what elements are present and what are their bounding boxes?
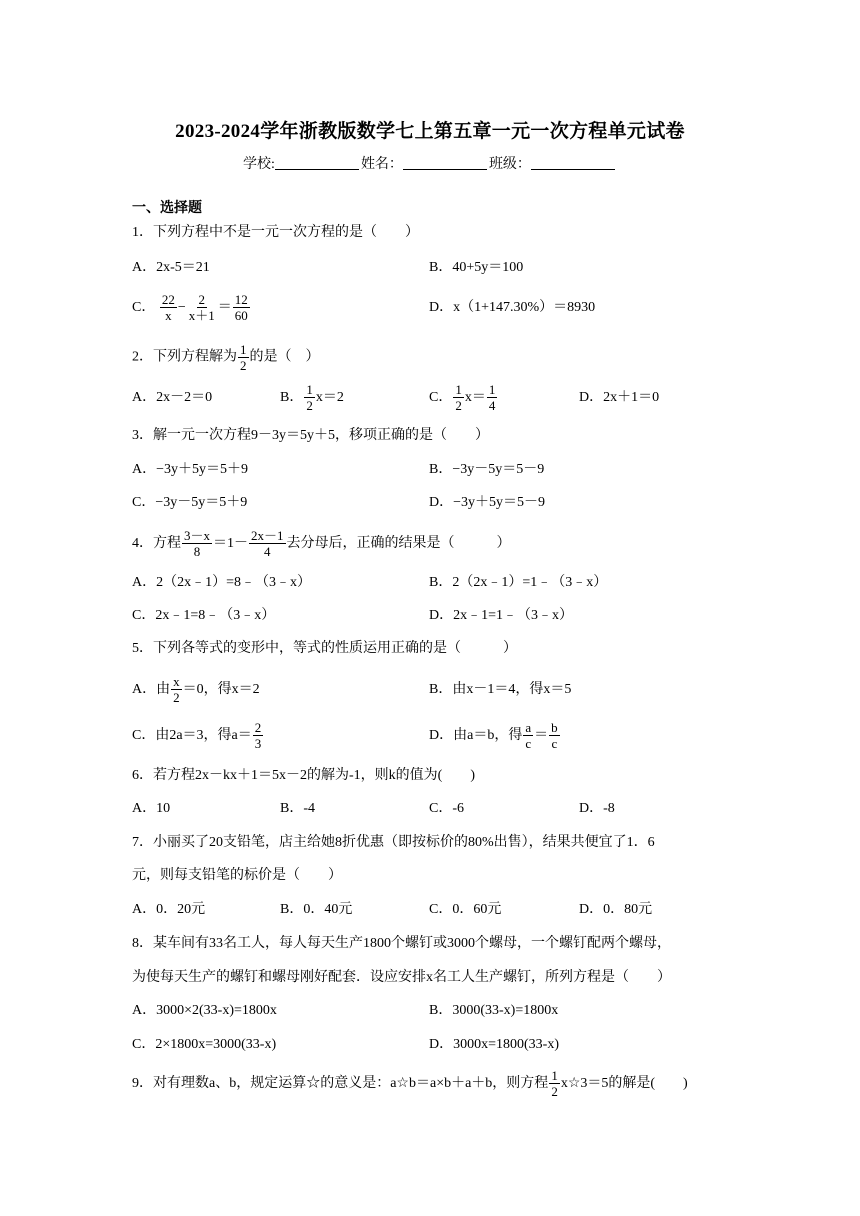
section-heading: 一、选择题 [132,201,202,216]
question-8-stem-line1: 8．某车间有33名工人，每人每天生产1800个螺钉或3000个螺母，一个螺钉配两个螺母， [132,936,671,951]
student-info-line [0,153,860,173]
q7-option-d: D．0．80元 [579,902,653,917]
q4-option-d: D．2x﹣1=1﹣（3﹣x） [429,608,574,623]
question-2-stem [132,342,752,372]
question-4-stem [132,524,752,564]
exam-title: 2023-2024学年浙教版数学七上第五章一元一次方程单元试卷 [175,121,685,142]
denominator: 2 [240,358,247,373]
denominator: 2 [551,1084,558,1100]
q2-option-a: A．2x－2＝0 [132,390,213,405]
fraction [549,1068,560,1099]
q5-option-a [132,672,260,708]
denominator: 60 [234,308,248,324]
denominator: 3 [254,736,262,752]
denominator: x＋1 [188,308,215,324]
q2-c-mid: x＝ [464,390,486,405]
denominator: 2 [173,690,180,706]
numerator: 12 [234,292,248,308]
q7-option-a: A．0．20元 [132,902,206,917]
q2-b-rest: x＝2 [315,390,344,405]
q7-option-c: C．0．60元 [429,902,502,917]
q2-c-label: C． [429,390,453,405]
denominator: 4 [264,544,271,560]
q1-option-c: C． $\frac{22}{x}$ − $\frac{2}{x+1}$ ＝ $\frac{12}{60}$ [132,292,248,324]
q4-stem-a: 4．方程 [132,536,181,551]
class-label: 班级： [488,157,531,172]
question-9-stem [132,1066,742,1102]
denominator: c [525,736,532,752]
q6-option-b: B．-4 [280,801,315,816]
q2-option-b [280,382,344,414]
name-label: 姓名： [360,157,403,172]
question-8-stem-line2: 为使每天生产的螺钉和螺母刚好配套．设应安排x名工人生产螺钉，所列方程是（ ） [132,970,671,985]
fraction [187,292,217,323]
q8-option-b: B．3000(33-x)=1800x [429,1003,559,1018]
q3-option-d: D．−3y＋5y＝5－9 [429,495,546,510]
q1-c-label: C． [132,300,156,315]
question-1-stem: 1．下列方程中不是一元一次方程的是（ ） [132,225,419,240]
q3-option-b: B．−3y－5y＝5－9 [429,462,545,477]
numerator: 1 [455,382,462,398]
fraction [253,720,264,751]
q3-option-c: C．−3y－5y＝5＋9 [132,495,248,510]
question-1-options-row2 [132,290,752,326]
q8-option-a: A．3000×2(33-x)=1800x [132,1003,277,1018]
q1-option-d: D．x（1+147.30%）＝8930 [429,300,596,315]
q5-a-prefix: A．由 [132,682,171,697]
question-7-stem-line1: 7．小丽买了20支铅笔，店主给她8折优惠（即按标价的80%出售），结果共便宜了1．6 [132,835,655,850]
q4-option-b: B．2（2x﹣1）=1﹣（3﹣x） [429,575,608,590]
fraction [249,528,286,559]
question-5-stem: 5．下列各等式的变形中，等式的性质运用正确的是（ ） [132,641,517,656]
numerator: x [173,674,180,690]
numerator: 2x－1 [251,528,284,544]
q2-stem-b: 的是（ ） [249,349,320,365]
q5-c-prefix: C．由2a＝3，得a＝ [132,728,252,743]
question-5-options-row2 [132,716,752,756]
fraction [523,720,533,751]
fraction [549,720,560,751]
q2-b-label: B． [280,390,304,405]
q4-option-a: A．2（2x﹣1）=8﹣（3﹣x） [132,575,312,590]
q5-d-mid: ＝ [534,728,549,743]
fraction [487,382,498,413]
q5-option-b: B．由x－1＝4，得x＝5 [429,682,572,697]
school-label: 学校: [243,157,275,172]
numerator: 1 [306,382,313,398]
question-2-options [132,382,752,414]
denominator: 2 [306,398,313,414]
fraction [238,342,249,373]
q5-a-suffix: ＝0，得x＝2 [182,682,260,697]
class-blank[interactable] [531,155,615,170]
q9-stem-a: 9．对有理数a、b，规定运算☆的意义是：a☆b＝a×b＋a＋b，则方程 [132,1076,549,1091]
denominator: 8 [193,544,201,560]
numerator: 2 [198,292,205,308]
q4-stem-b: 去分母后，正确的结果是（ ） [286,536,511,551]
q5-option-d [429,716,561,756]
q5-option-c [132,716,264,756]
fraction [182,528,212,559]
question-3-stem: 3．解一元一次方程9－3y＝5y＋5，移项正确的是（ ） [132,428,489,443]
numerator: 2 [254,720,262,736]
q4-mid: ＝1－ [213,536,249,551]
q7-option-b: B．0．40元 [280,902,353,917]
denominator: 4 [488,398,496,414]
q4-option-c: C．2x﹣1=8﹣（3﹣x） [132,608,276,623]
q3-option-a: A．−3y＋5y＝5＋9 [132,462,249,477]
fraction [171,674,182,705]
numerator: 1 [551,1068,558,1084]
q6-option-c: C．-6 [429,801,464,816]
question-7-stem-line2: 元，则每支铅笔的标价是（ ） [132,868,342,883]
question-5-options-row1 [132,672,752,708]
denominator: c [551,736,558,752]
numerator: 1 [488,382,496,398]
q6-option-d: D．-8 [579,801,615,816]
q2-stem-a: 2．下列方程解为 [132,349,237,365]
fraction [160,292,177,323]
question-6-stem: 6．若方程2x－kx＋1＝5x－2的解为-1，则k的值为( ) [132,768,475,783]
numerator: a [525,720,532,736]
q6-option-a: A．10 [132,801,171,816]
q8-option-d: D．3000x=1800(33-x) [429,1037,559,1052]
school-blank[interactable] [275,155,359,170]
q1-option-b: B．40+5y＝100 [429,260,524,275]
q2-option-d: D．2x＋1＝0 [579,390,660,405]
q2-option-c [429,382,498,414]
fraction [453,382,464,413]
numerator: b [551,720,558,736]
numerator: 22 [161,292,175,308]
q8-option-c: C．2×1800x=3000(33-x) [132,1037,277,1052]
fraction [304,382,315,413]
q1-option-a: A．2x-5＝21 [132,260,210,275]
name-blank[interactable] [403,155,487,170]
numerator: 1 [240,342,247,357]
numerator: 3－x [184,528,211,544]
denominator: 2 [455,398,462,414]
q5-d-prefix: D．由a＝b，得 [429,728,523,743]
q9-stem-b: x☆3＝5的解是( ) [560,1076,688,1091]
fraction [233,292,250,323]
denominator: x [165,308,172,324]
